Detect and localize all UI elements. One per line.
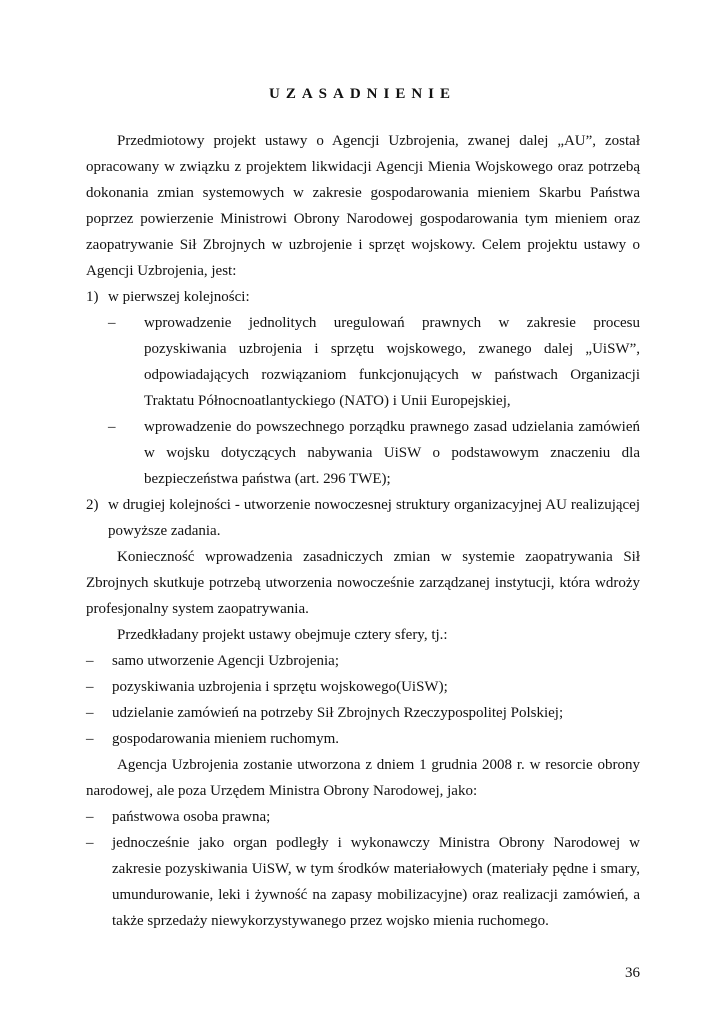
role-text: jednocześnie jako organ podległy i wykonawczy Ministra Obrony Narodowej w zakresie pozyskiwania UiSW, w tym środków materiałowych (materiały pędne i smary, umundurowanie, leki i żywność na zapasy mobilizacyjne) oraz realizacji zamówień, a także sprzedaży niewykorzystywanego przez wojsko mienia ruchomego. (112, 835, 640, 929)
sub-item (108, 414, 640, 492)
dash-bullet: – (86, 653, 94, 669)
paragraph-2: Konieczność wprowadzenia zasadniczych zmian w systemie zaopatrywania Sił Zbrojnych skutkuje potrzebą utworzenia nowocześnie zarządzanej instytucji, która wdroży profesjonalny system zaopatrywania. (86, 549, 640, 617)
list-item-1-label: 1) (86, 289, 99, 305)
role-text: państwowa osoba prawna; (112, 809, 271, 825)
document-title: UZASADNIENIE (268, 86, 457, 102)
dash-bullet: – (108, 419, 116, 435)
sphere-item (86, 700, 640, 726)
sphere-text: gospodarowania mieniem ruchomym. (112, 731, 340, 747)
page-number: 36 (625, 965, 640, 981)
dash-bullet: – (86, 705, 94, 721)
sub-item-text: wprowadzenie jednolitych uregulowań prawnych w zakresie procesu pozyskiwania uzbrojenia i sprzętu wojskowego, zwanego dalej „UiSW”, odpowiadających rozwiązaniom funkcjonujących w państwach Organizacji Traktatu Północnoatlantyckiego (NATO) i Unii Europejskiej, (144, 315, 640, 409)
document-body (86, 128, 640, 934)
list-item-2-label: 2) (86, 497, 99, 513)
sphere-text: samo utworzenie Agencji Uzbrojenia; (112, 653, 340, 669)
list-item-1 (86, 284, 640, 310)
dash-bullet: – (86, 679, 94, 695)
intro-paragraph: Przedmiotowy projekt ustawy o Agencji Uzbrojenia, zwanej dalej „AU”, został opracowany w związku z projektem likwidacji Agencji Mienia Wojskowego oraz potrzebą dokonania zmian systemowych w zakresie gospodarowania mieniem Skarbu Państwa poprzez powierzenie Ministrowi Obrony Narodowej gospodarowania tym mieniem oraz zaopatrywanie Sił Zbrojnych w uzbrojenie i sprzęt wojskowy. Celem projektu ustawy o Agencji Uzbrojenia, jest: (86, 133, 640, 279)
sub-item-text: wprowadzenie do powszechnego porządku prawnego zasad udzielania zamówień w wojsku dotyczących nabywania UiSW o podstawowym znaczeniu dla bezpieczeństwa państwa (art. 296 TWE); (144, 419, 640, 487)
sub-item (108, 310, 640, 414)
sphere-text: udzielanie zamówień na potrzeby Sił Zbrojnych Rzeczypospolitej Polskiej; (112, 705, 564, 721)
dash-bullet: – (86, 835, 94, 851)
list-item-2-text: w drugiej kolejności - utworzenie nowoczesnej struktury organizacyjnej AU realizującej powyższe zadania. (108, 497, 640, 539)
sphere-text: pozyskiwania uzbrojenia i sprzętu wojskowego(UiSW); (112, 679, 448, 695)
paragraph-4: Agencja Uzbrojenia zostanie utworzona z dniem 1 grudnia 2008 r. w resorcie obrony narodowej, ale poza Urzędem Ministra Obrony Narodowej, jako: (86, 757, 640, 799)
role-item (86, 804, 640, 830)
sphere-item (86, 648, 640, 674)
sphere-item (86, 674, 640, 700)
role-item (86, 830, 640, 934)
list-item-1-text: w pierwszej kolejności: (108, 289, 250, 305)
dash-bullet: – (86, 731, 94, 747)
dash-bullet: – (108, 315, 116, 331)
list-item-2 (86, 492, 640, 544)
paragraph-3: Przedkładany projekt ustawy obejmuje cztery sfery, tj.: (117, 627, 448, 643)
sphere-item (86, 726, 640, 752)
dash-bullet: – (86, 809, 94, 825)
